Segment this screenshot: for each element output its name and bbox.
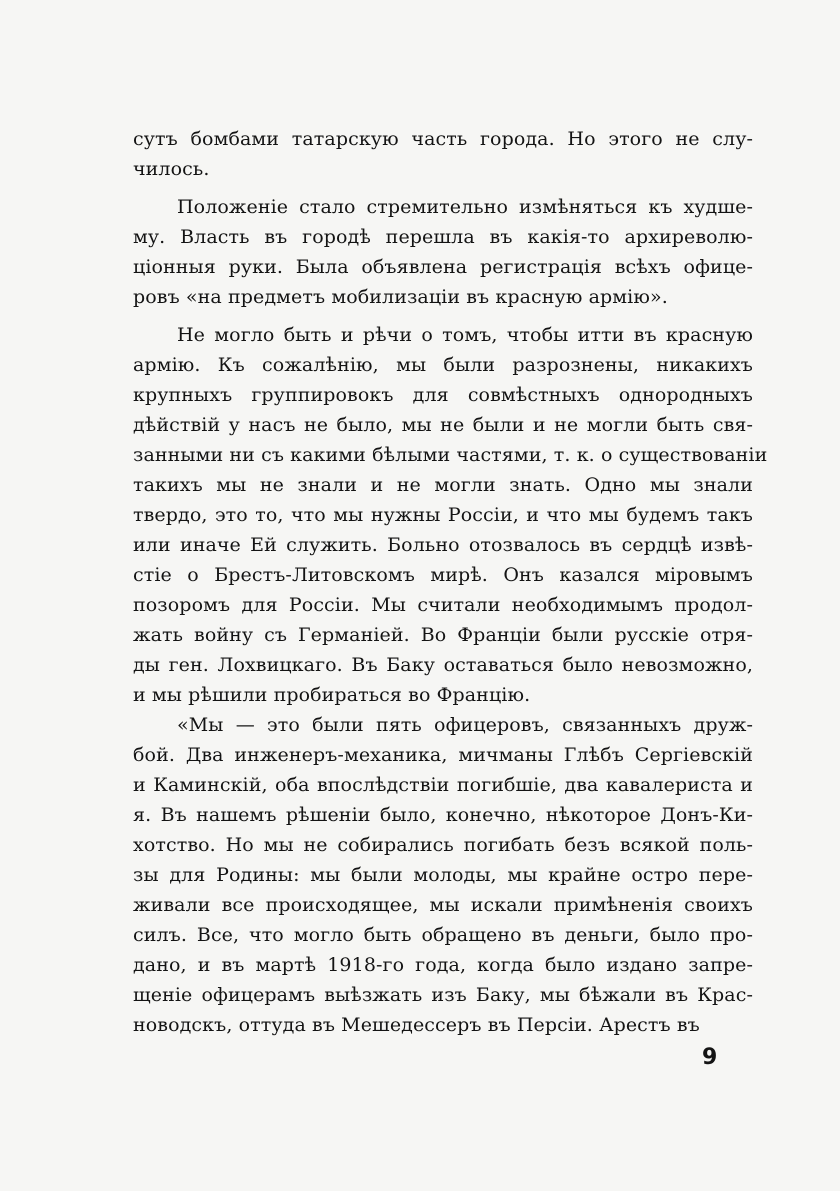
page-number: 9 (702, 1045, 718, 1070)
text-line: дано, и въ мартѣ 1918-го года, когда было издано запре- (133, 954, 753, 976)
text-line: Не могло быть и рѣчи о томъ, чтобы итти въ красную (177, 324, 753, 346)
text-line: жать войну съ Германiей. Во Францiи были русскiе отря- (133, 624, 753, 646)
text-line: позоромъ для Россiи. Мы считали необходимымъ продол- (133, 594, 753, 616)
text-line: «Мы — это были пять офицеровъ, связанныхъ друж- (177, 714, 753, 736)
text-line: армiю. Къ сожалѣнiю, мы были разрознены, никакихъ (133, 354, 753, 376)
text-line: цiонныя руки. Была объявлена регистрацiя всѣхъ офице- (133, 256, 753, 278)
paragraph (133, 320, 768, 710)
text-line: живали все происходящее, мы искали примѣненiя своихъ (133, 894, 753, 916)
text-line: новодскъ, оттуда въ Мешедессеръ въ Персiи. Арестъ въ (133, 1014, 700, 1036)
text-line: занными ни съ какими бѣлыми частями, т. к. о существованiи (133, 444, 768, 466)
paragraph-gap (133, 312, 753, 320)
paragraph-gap (133, 184, 753, 192)
text-line: такихъ мы не знали и не могли знать. Одно мы знали (133, 474, 753, 496)
text-line: Положенiе стало стремительно измѣняться къ худше- (177, 196, 753, 218)
text-line: и Каминскiй, оба впослѣдствiи погибшiе, два кавалериста и (133, 774, 753, 796)
text-line: хотство. Но мы не собирались погибать безъ всякой поль- (133, 834, 753, 856)
text-line: силъ. Все, что могло быть обращено въ деньги, было про- (133, 924, 753, 946)
text-block-bottom (133, 710, 753, 1040)
text-line: крупныхъ группировокъ для совмѣстныхъ однородныхъ (133, 384, 753, 406)
text-line: ровъ «на предметъ мобилизацiи въ красную армiю». (133, 286, 668, 308)
text-line: дѣйствiй у насъ не было, мы не были и не могли быть свя- (133, 414, 753, 436)
text-block-top (133, 124, 768, 710)
paragraph (133, 124, 753, 184)
text-line: или иначе Ей служить. Больно отозвалось въ сердцѣ извѣ- (133, 534, 753, 556)
text-line: сутъ бомбами татарскую часть города. Но этого не слу- (133, 128, 753, 150)
text-line: чилось. (133, 158, 210, 180)
text-line: и мы рѣшили пробираться во Францiю. (133, 684, 531, 706)
text-line: щенiе офицерамъ выѣзжать изъ Баку, мы бѣжали въ Крас- (133, 984, 753, 1006)
text-line: му. Власть въ городѣ перешла въ какiя-то архиреволю- (133, 226, 753, 248)
text-line: я. Въ нашемъ рѣшенiи было, конечно, нѣкоторое Донъ-Ки- (133, 804, 753, 826)
paragraph (133, 192, 753, 312)
text-line: зы для Родины: мы были молоды, мы крайне остро пере- (133, 864, 753, 886)
paragraph (133, 710, 753, 1040)
text-line: ды ген. Лохвицкаго. Въ Баку оставаться было невозможно, (133, 654, 753, 676)
text-line: бой. Два инженеръ-механика, мичманы Глѣбъ Сергiевскiй (133, 744, 753, 766)
text-line: стiе о Брестъ-Литовскомъ мирѣ. Онъ казался мiровымъ (133, 564, 753, 586)
text-line: твердо, это то, что мы нужны Россiи, и что мы будемъ такъ (133, 504, 753, 526)
